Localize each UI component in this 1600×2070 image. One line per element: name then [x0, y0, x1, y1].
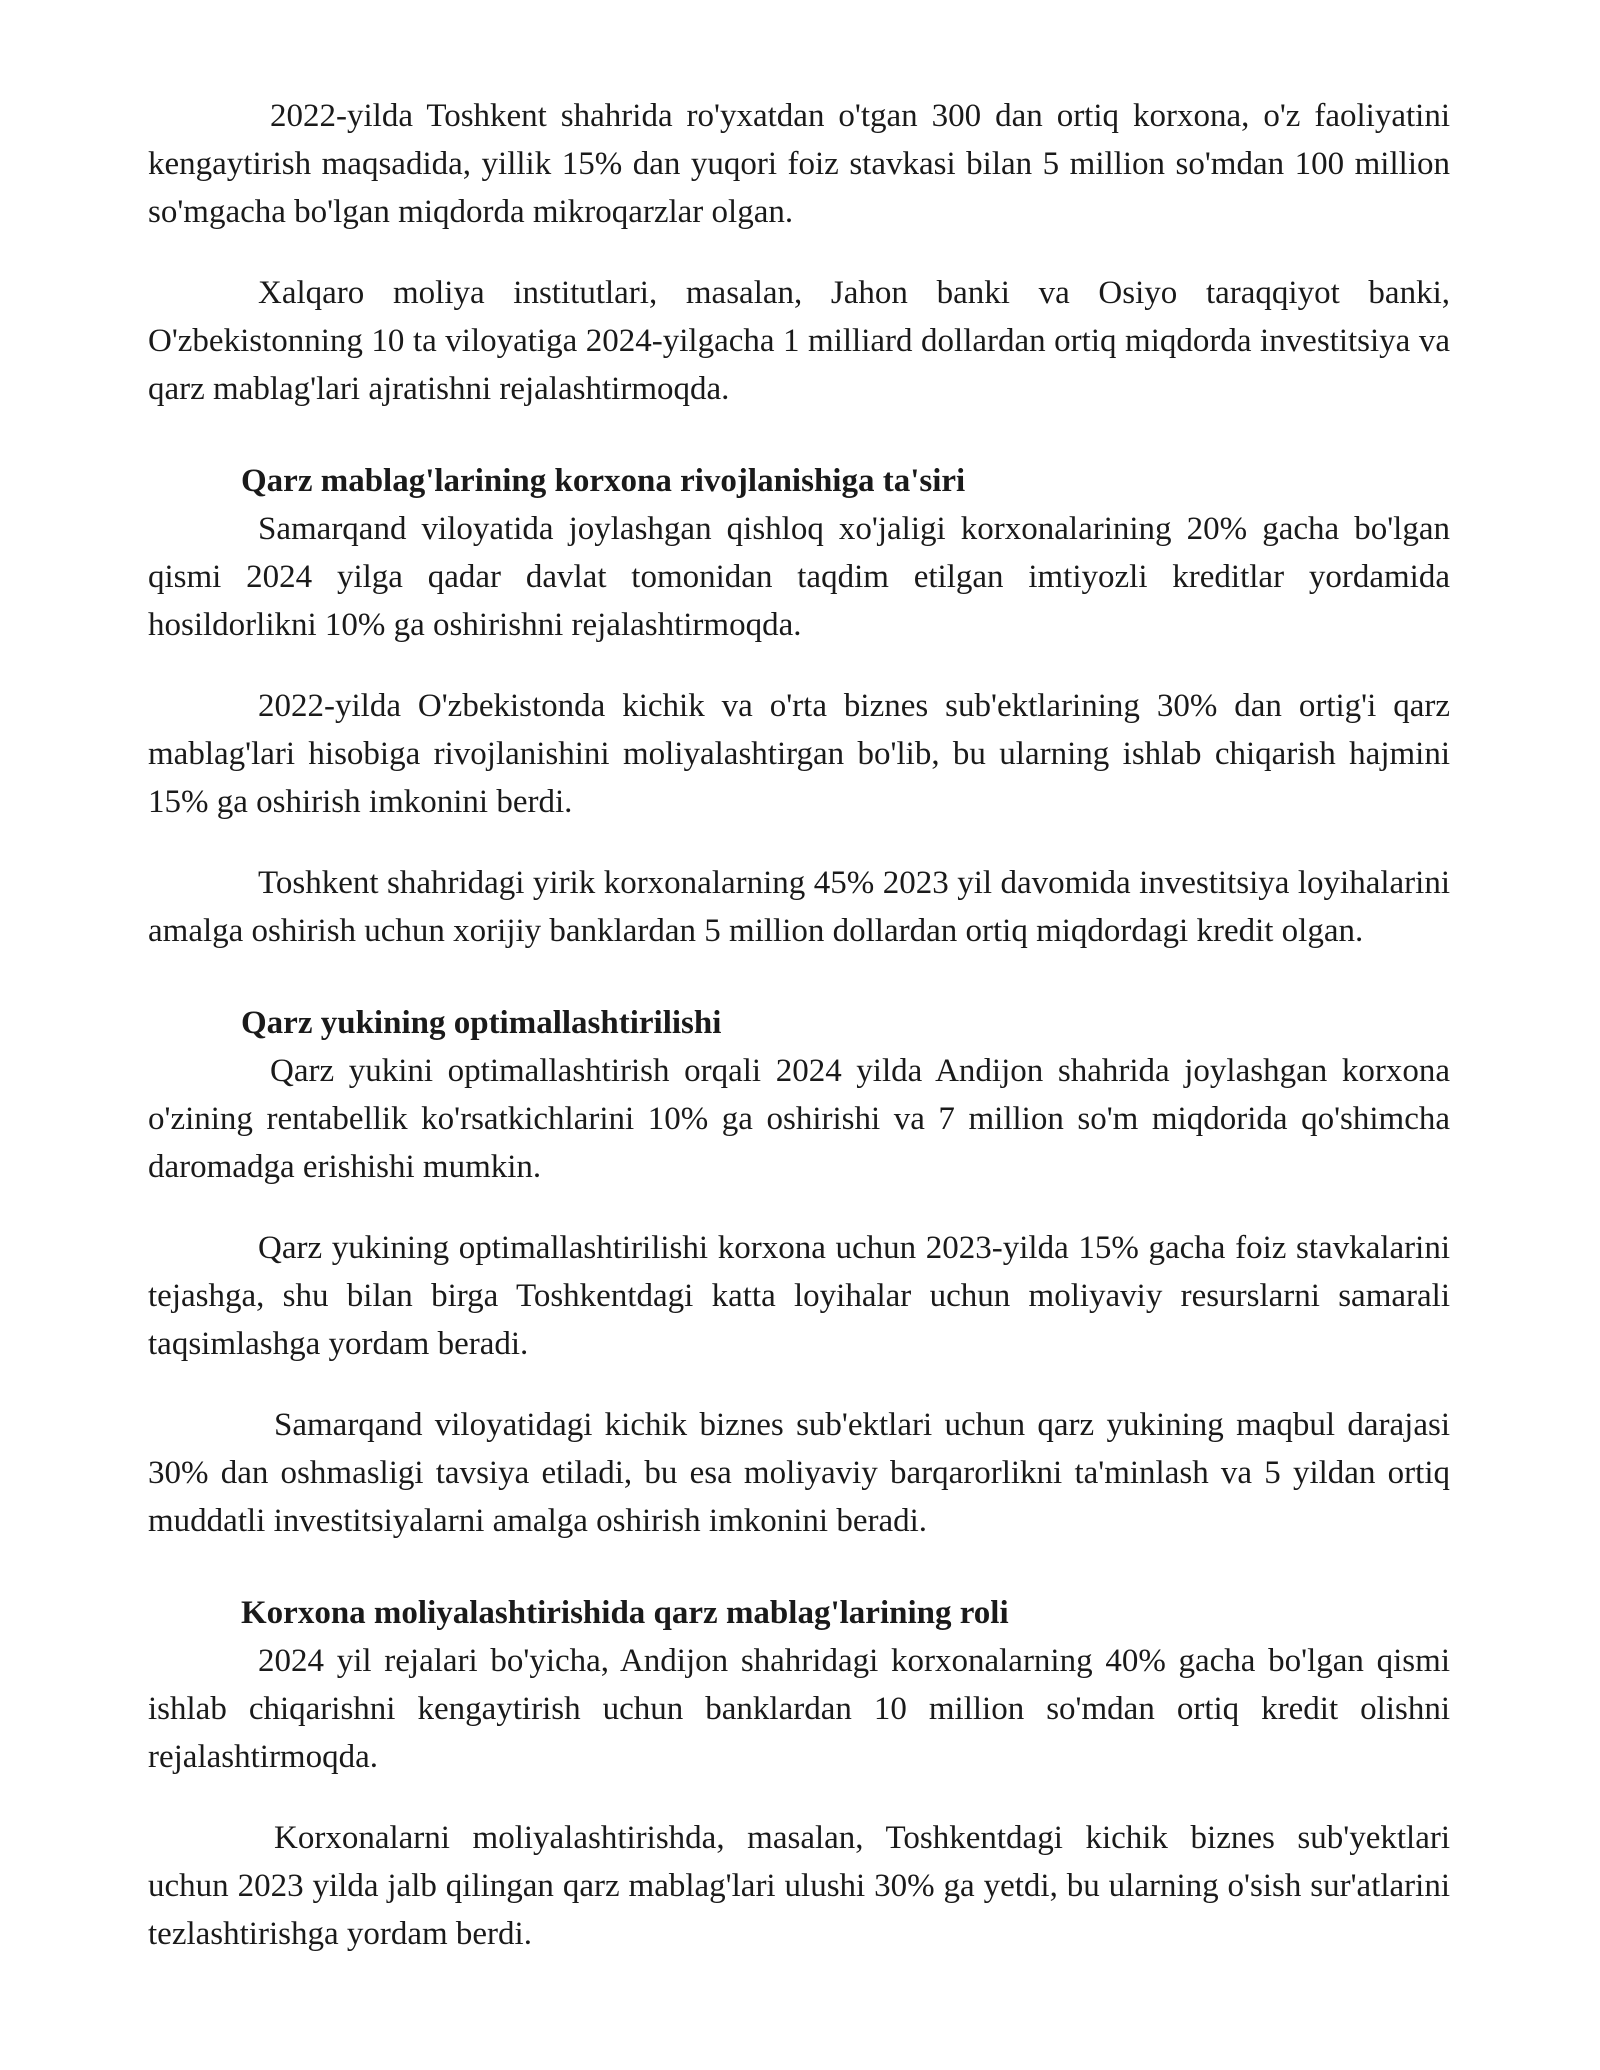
paragraph: 2022-yilda O'zbekistonda kichik va o'rta biznes sub'ektlarining 30% dan ortig'i qarz mablag'lari hisobiga rivojlanishini moliyalashtirgan bo'lib, bu ularning ishlab chiqarish hajmini 15% ga oshirish imkonini berdi.	[148, 688, 1450, 820]
paragraph: Xalqaro moliya institutlari, masalan, Jahon banki va Osiyo taraqqiyot banki, O'zbekistonning 10 ta viloyatiga 2024-yilgacha 1 milliard dollardan ortiq miqdorda investitsiya va qarz mablag'lari ajratishni rejalashtirmoqda.	[148, 275, 1450, 407]
document-page	[148, 92, 1450, 1991]
paragraph: Toshkent shahridagi yirik korxonalarning 45% 2023 yil davomida investitsiya loyihalarini amalga oshirish uchun xorijiy banklardan 5 million dollardan ortiq miqdordagi kredit olgan.	[148, 865, 1450, 949]
paragraph: 2024 yil rejalari bo'yicha, Andijon shahridagi korxonalarning 40% gacha bo'lgan qismi ishlab chiqarishni kengaytirish uchun banklardan 10 million so'mdan ortiq kredit olishni rejalashtirmoqda.	[148, 1643, 1450, 1775]
paragraph: Qarz yukini optimallashtirish orqali 2024 yilda Andijon shahrida joylashgan korxona o'zining rentabellik ko'rsatkichlarini 10% ga oshirishi va 7 million so'm miqdorida qo'shimcha daromadga erishishi mumkin.	[148, 1053, 1450, 1185]
section-heading: Korxona moliyalashtirishida qarz mablag'larining roli	[241, 1595, 1009, 1631]
paragraph: Korxonalarni moliyalashtirishda, masalan, Toshkentdagi kichik biznes sub'yektlari uchun 2023 yilda jalb qilingan qarz mablag'lari ulushi 30% ga yetdi, bu ularning o'sish sur'atlarini tezlashtirishga yordam berdi.	[148, 1820, 1450, 1952]
paragraph: 2022-yilda Toshkent shahrida ro'yxatdan o'tgan 300 dan ortiq korxona, o'z faoliyatini kengaytirish maqsadida, yillik 15% dan yuqori foiz stavkasi bilan 5 million so'mdan 100 million so'mgacha bo'lgan miqdorda mikroqarzlar olgan.	[148, 98, 1450, 230]
section-heading: Qarz mablag'larining korxona rivojlanishiga ta'siri	[241, 463, 966, 499]
paragraph: Qarz yukining optimallashtirilishi korxona uchun 2023-yilda 15% gacha foiz stavkalarini tejashga, shu bilan birga Toshkentdagi katta loyihalar uchun moliyaviy resurslarni samarali taqsimlashga yordam beradi.	[148, 1230, 1450, 1362]
paragraph: Samarqand viloyatidagi kichik biznes sub'ektlari uchun qarz yukining maqbul darajasi 30% dan oshmasligi tavsiya etiladi, bu esa moliyaviy barqarorlikni ta'minlash va 5 yildan ortiq muddatli investitsiyalarni amalga oshirish imkonini beradi.	[148, 1407, 1450, 1539]
paragraph: Samarqand viloyatida joylashgan qishloq xo'jaligi korxonalarining 20% gacha bo'lgan qismi 2024 yilga qadar davlat tomonidan taqdim etilgan imtiyozli kreditlar yordamida hosildorlikni 10% ga oshirishni rejalashtirmoqda.	[148, 511, 1450, 643]
section-heading: Qarz yukining optimallashtirilishi	[241, 1005, 722, 1041]
